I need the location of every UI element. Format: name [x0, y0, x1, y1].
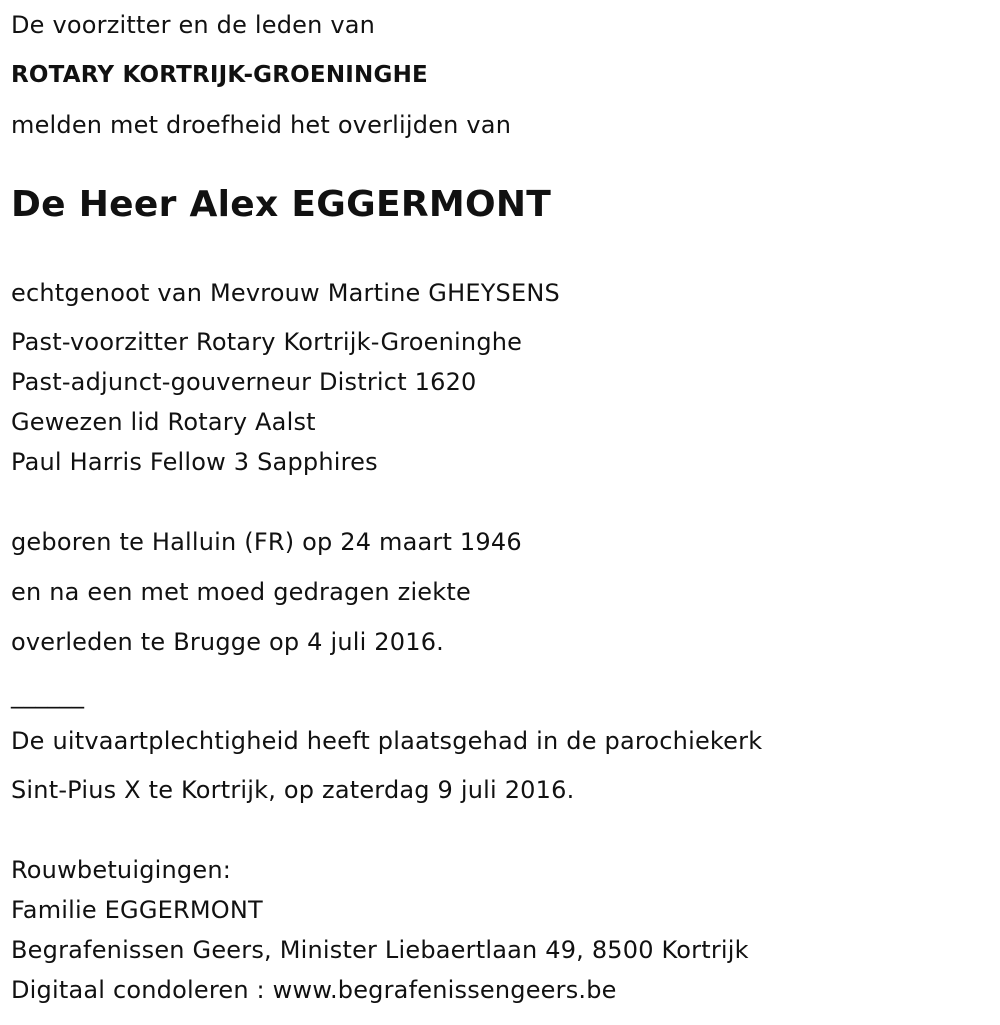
- role-line: Gewezen lid Rotary Aalst: [11, 408, 316, 436]
- funeral-text: De uitvaartplechtigheid heeft plaatsgehad in de parochiekerk: [11, 727, 763, 755]
- undertaker-text: Begrafenissen Geers, Minister Liebaertlaan 49, 8500 Kortrijk: [11, 936, 749, 964]
- death-text: overleden te Brugge op 4 juli 2016.: [11, 628, 444, 656]
- role-line: Past-voorzitter Rotary Kortrijk-Groeninghe: [11, 328, 523, 356]
- role-line: Paul Harris Fellow 3 Sapphires: [11, 448, 378, 476]
- birth-text: geboren te Halluin (FR) op 24 maart 1946: [11, 528, 522, 556]
- intro-text: De voorzitter en de leden van: [11, 11, 376, 39]
- online-condolence-text: Digitaal condoleren : www.begrafenissengeers.be: [11, 976, 617, 1004]
- separator: ______: [11, 681, 85, 709]
- family-text: Familie EGGERMONT: [11, 896, 263, 924]
- funeral-text: Sint-Pius X te Kortrijk, op zaterdag 9 juli 2016.: [11, 776, 575, 804]
- deceased-name: De Heer Alex EGGERMONT: [11, 184, 552, 225]
- illness-text: en na een met moed gedragen ziekte: [11, 578, 471, 606]
- condolences-label: Rouwbetuigingen:: [11, 856, 232, 884]
- spouse-text: echtgenoot van Mevrouw Martine GHEYSENS: [11, 279, 560, 307]
- club-name: ROTARY KORTRIJK-GROENINGHE: [11, 62, 428, 88]
- announcement-text: melden met droefheid het overlijden van: [11, 111, 512, 139]
- role-line: Past-adjunct-gouverneur District 1620: [11, 368, 477, 396]
